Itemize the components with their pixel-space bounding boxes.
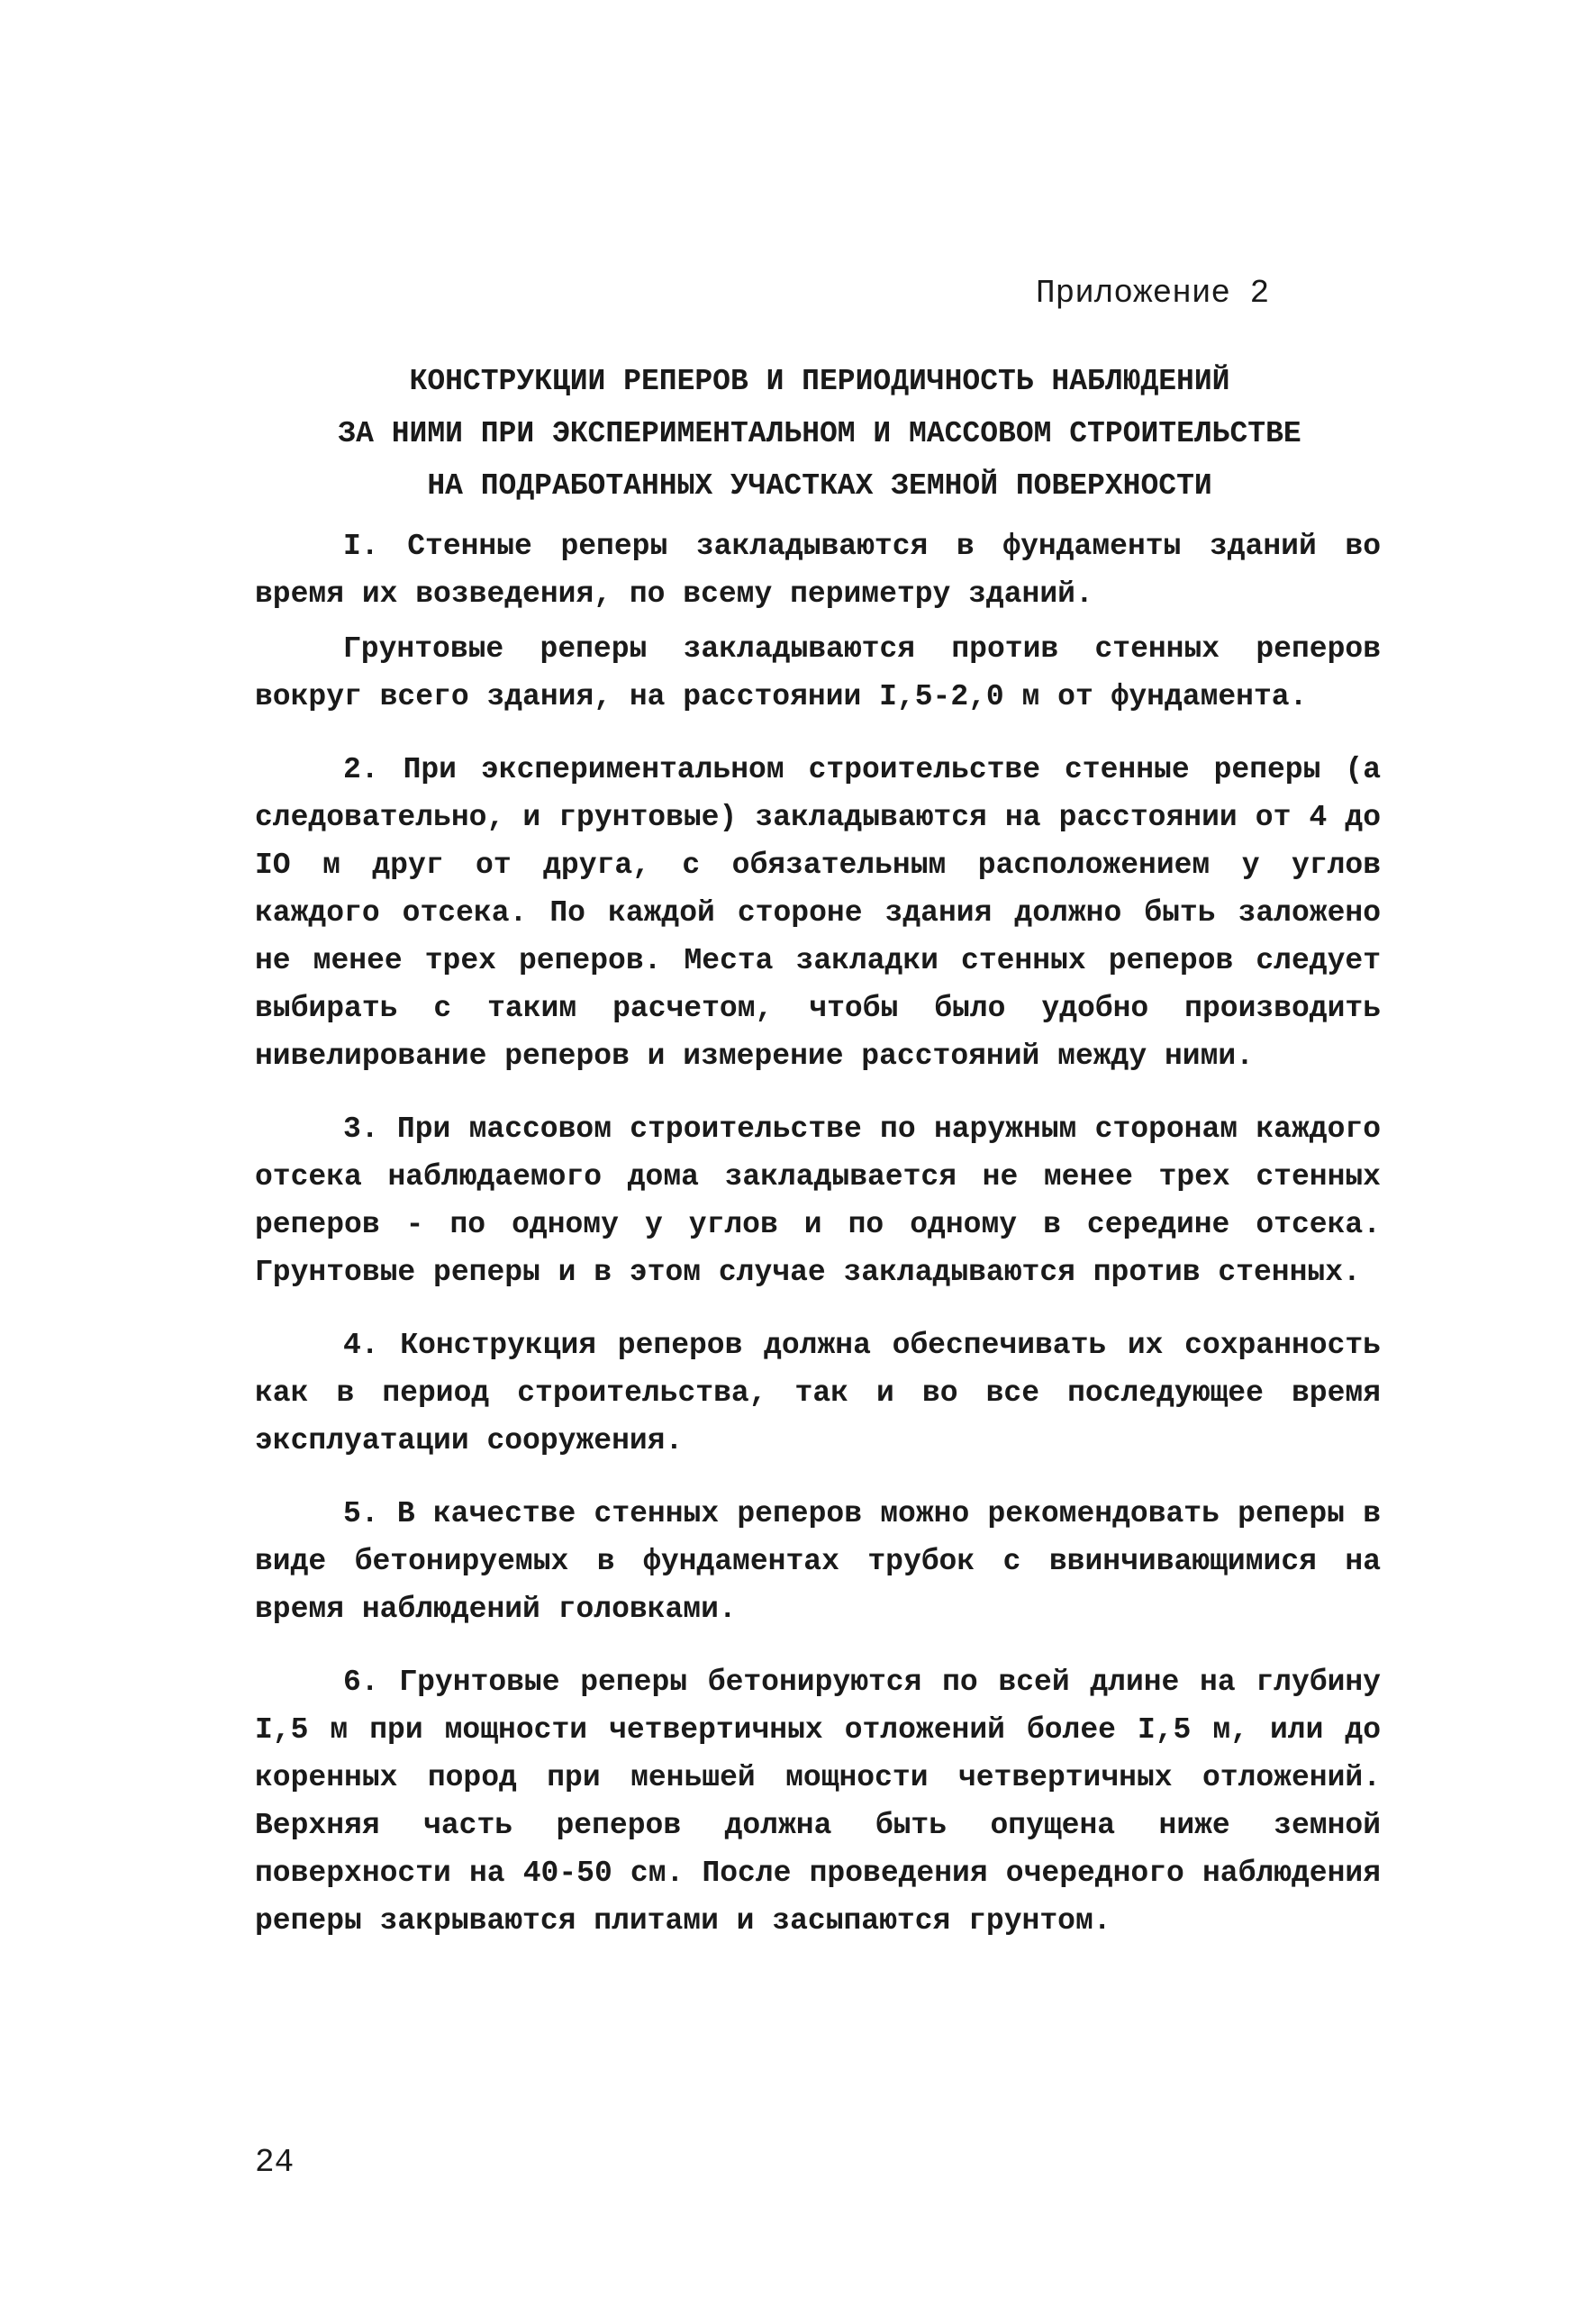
title-line: КОНСТРУКЦИИ РЕПЕРОВ И ПЕРИОДИЧНОСТЬ НАБЛЮДЕНИЙ: [409, 365, 1230, 398]
title-line: ЗА НИМИ ПРИ ЭКСПЕРИМЕНТАЛЬНОМ И МАССОВОМ СТРОИТЕЛЬСТВЕ: [338, 417, 1301, 450]
paragraph-5: 5. В качестве стенных реперов можно рекомендовать реперы в виде бетонируемых в фундаментах трубок с ввинчивающимися на время наблюдений головками.: [255, 1497, 1381, 1626]
document-title: [270, 356, 1369, 513]
body-text: [255, 522, 1381, 1970]
paragraph-2: 2. При экспериментальном строительстве стенные реперы (а следовательно, и грунтовые) закладываются на расстоянии от 4 до IO м друг от друга, с обязательным расположением у углов каждого отсека. По каждой стороне здания должно быть заложено не менее трех реперов. Места закладки стенных реперов следует выбирать с таким расчетом, чтобы было удобно производить нивелирование реперов и измерение расстояний между ними.: [255, 753, 1381, 1073]
title-line: НА ПОДРАБОТАННЫХ УЧАСТКАХ ЗЕМНОЙ ПОВЕРХНОСТИ: [427, 469, 1212, 503]
appendix-label: Приложение 2: [1036, 275, 1270, 312]
paragraph-6: 6. Грунтовые реперы бетонируются по всей длине на глубину I,5 м при мощности четвертичных отложений более I,5 м, или до коренных пород при меньшей мощности четвертичных отложений. Верхняя часть реперов должна быть опущена ниже земной поверхности на 40-50 см. После проведения очередного наблюдения реперы закрываются плитами и засыпаются грунтом.: [255, 1666, 1381, 1938]
paragraph-1: I. Стенные реперы закладываются в фундаменты зданий во время их возведения, по всему периметру зданий.: [255, 530, 1381, 611]
page-number: 24: [255, 2144, 295, 2181]
paragraph-1-continued: Грунтовые реперы закладываются против стенных реперов вокруг всего здания, на расстоянии I,5-2,0 м от фундамента.: [255, 632, 1381, 713]
paragraph-4: 4. Конструкция реперов должна обеспечивать их сохранность как в период строительства, так и во все последующее время эксплуатации сооружения.: [255, 1329, 1381, 1457]
paragraph-3: 3. При массовом строительстве по наружным сторонам каждого отсека наблюдаемого дома закладывается не менее трех стенных реперов - по одному у углов и по одному в середине отсека. Грунтовые реперы и в этом случае закладываются против стенных.: [255, 1112, 1381, 1289]
